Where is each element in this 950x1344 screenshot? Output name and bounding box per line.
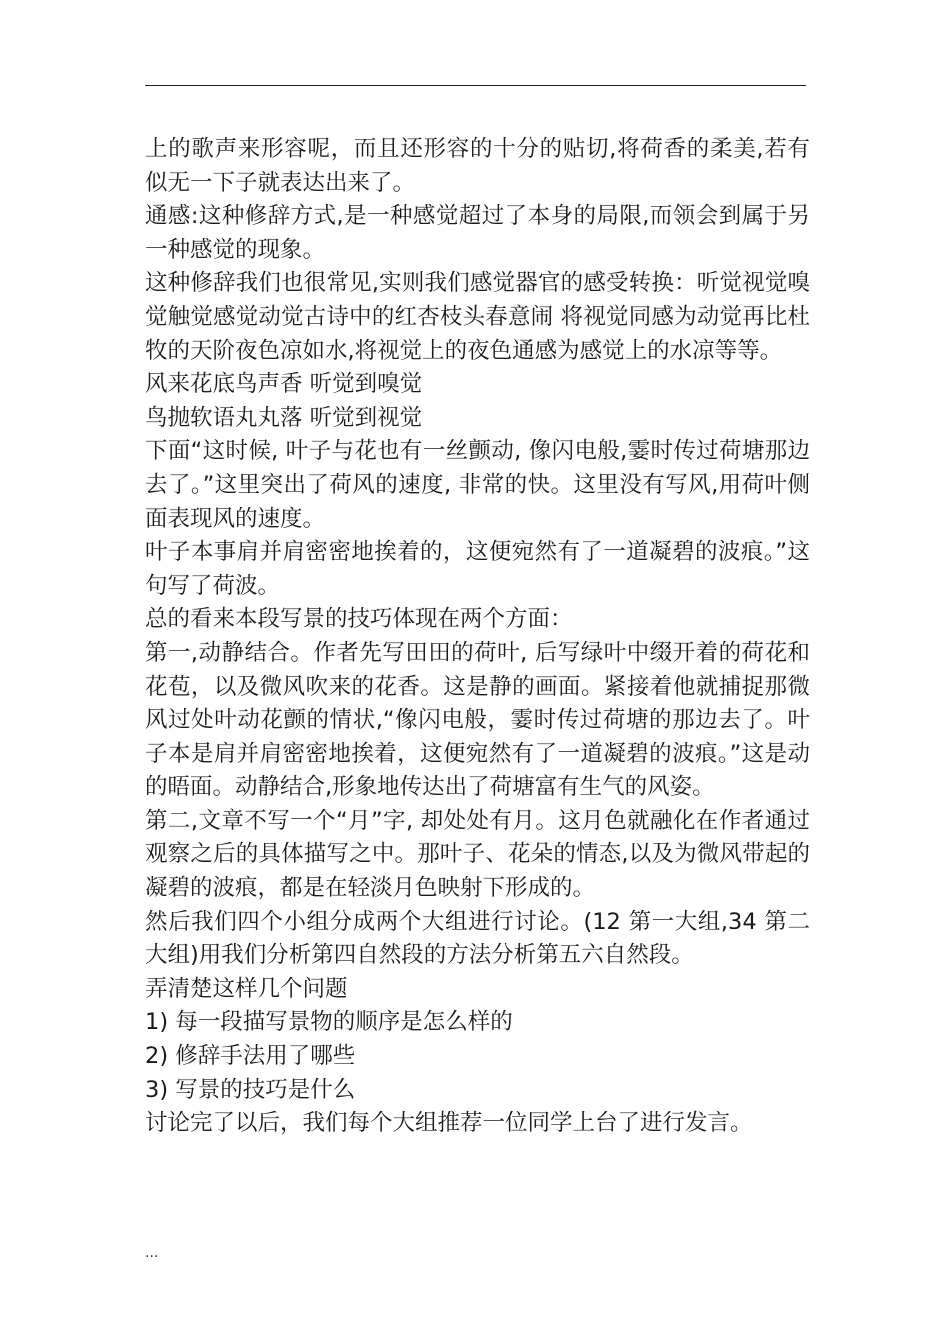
document-body (145, 133, 810, 1141)
list-item: 2) 修辞手法用了哪些 (145, 1043, 356, 1070)
paragraph: 这种修辞我们也很常见,实则我们感觉器官的感受转换：听觉视觉嗅觉触觉感觉动觉古诗中的红杏枝头春意闹 将视觉同感为动觉再比杜牧的天阶夜色凉如水,将视觉上的夜色通感为感觉上的水凉等等。 (145, 270, 810, 364)
paragraph: 通感:这种修辞方式,是一种感觉超过了本身的局限,而领会到属于另一种感觉的现象。 (145, 203, 810, 263)
footer-ellipsis: ... (145, 1245, 159, 1261)
paragraph: 上的歌声来形容呢，而且还形容的十分的贴切,将荷香的柔美,若有似无一下子就表达出来了。 (145, 136, 810, 196)
paragraph: 讨论完了以后，我们每个大组推荐一位同学上台了进行发言。 (145, 1110, 753, 1137)
paragraph: 总的看来本段写景的技巧体现在两个方面： (145, 606, 573, 633)
paragraph: 然后我们四个小组分成两个大组进行讨论。(12 第一大组,34 第二大组)用我们分析第四自然段的方法分析第五六自然段。 (145, 908, 810, 969)
paragraph: 风来花底鸟声香 听觉到嗅觉 (145, 371, 423, 398)
list-item: 3) 写景的技巧是什么 (145, 1076, 356, 1103)
paragraph: 第二,文章不写一个“月”字, 却处处有月。这月色就融化在作者通过观察之后的具体描写之中。那叶子、花朵的情态,以及为微风带起的凝碧的波痕，都是在轻淡月色映射下形成的。 (145, 807, 810, 902)
paragraph: 第一,动静结合。作者先写田田的荷叶, 后写绿叶中缀开着的荷花和花苞，以及微风吹来的花香。这是静的画面。紧接着他就捕捉那微风过处叶动花颤的情状,“像闪电般，霎时传过荷塘的那边去了。叶子本是肩并肩密密地挨着，这便宛然有了一道凝碧的波痕。”这是动的晤面。动静结合,形象地传达出了荷塘富有生气的风姿。 (145, 639, 810, 801)
paragraph: 鸟抛软语丸丸落 听觉到视觉 (145, 404, 423, 431)
paragraph: 叶子本事肩并肩密密地挨着的，这便宛然有了一道凝碧的波痕。”这句写了荷波。 (145, 539, 810, 599)
paragraph: 下面“这时候, 叶子与花也有一丝颤动, 像闪电般,霎时传过荷塘那边去了。”这里突出了荷风的速度, 非常的快。这里没有写风,用荷叶侧面表现风的速度。 (145, 438, 810, 532)
paragraph: 弄清楚这样几个问题 (145, 975, 348, 1002)
header-rule (145, 85, 806, 86)
list-item: 1) 每一段描写景物的顺序是怎么样的 (145, 1009, 513, 1036)
